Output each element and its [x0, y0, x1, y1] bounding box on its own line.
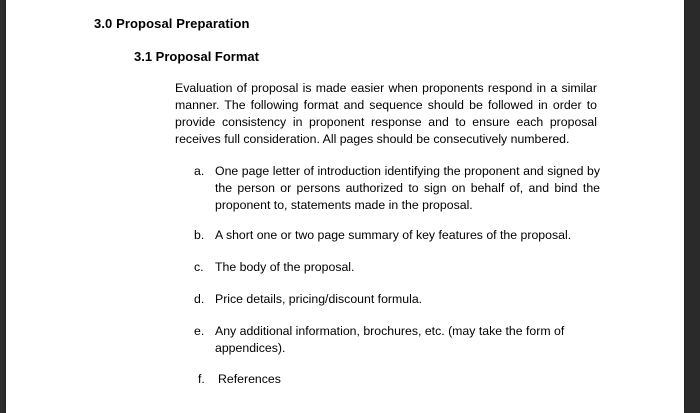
document-page: [6, 0, 684, 413]
list-item: [194, 291, 600, 308]
list-item-marker: f.: [198, 372, 205, 386]
list-item: [194, 227, 600, 244]
list-item-text: The body of the proposal.: [215, 260, 355, 274]
list-item-text: A short one or two page summary of key features of the proposal.: [215, 228, 572, 242]
list-item-marker: a.: [194, 164, 205, 178]
list-item-text: Any additional information, brochures, etc. (may take the form of appendices).: [215, 324, 565, 355]
viewer-scrollbar[interactable]: [686, 0, 700, 413]
list-item-text: Price details, pricing/discount formula.: [215, 292, 423, 306]
list-item-marker: d.: [194, 292, 205, 306]
list-item: [194, 163, 600, 214]
section-heading: 3.0 Proposal Preparation: [94, 16, 250, 31]
list-item-marker: b.: [194, 228, 205, 242]
list-item-text: References: [218, 372, 281, 386]
intro-paragraph: Evaluation of proposal is made easier when proponents respond in a similar manner. The following format and sequence should be followed in order to provide consistency in proponent response and to ensure each proposal receives full consideration. All pages should be consecutively numbered.: [175, 81, 597, 146]
list-item-text: One page letter of introduction identifying the proponent and signed by the person or persons authorized to sign on behalf of, and bind the proponent to, statements made in the proposal.: [215, 164, 600, 212]
list-item-marker: e.: [194, 324, 205, 338]
list-item: [194, 259, 600, 276]
list-item: [194, 323, 566, 357]
list-item-marker: c.: [194, 260, 204, 274]
list-item: [194, 371, 600, 388]
subsection-heading: 3.1 Proposal Format: [134, 49, 259, 64]
